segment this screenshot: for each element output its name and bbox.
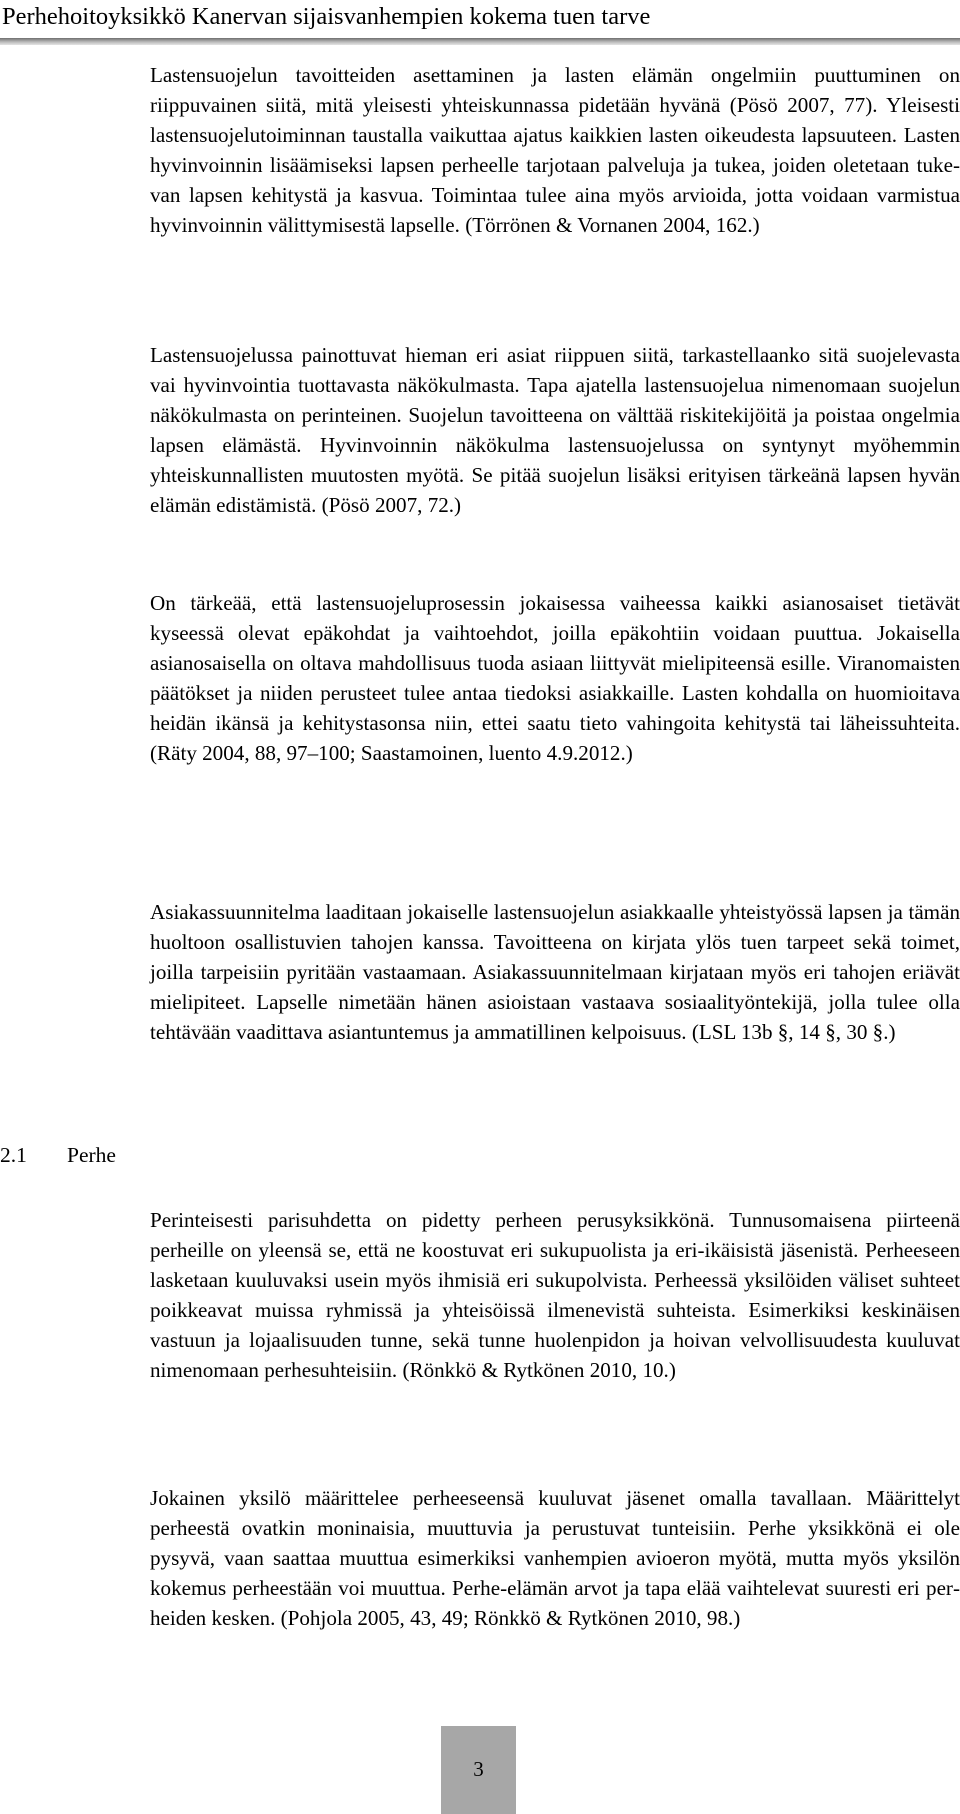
header-rule	[0, 38, 960, 45]
paragraph: On tärkeää, että lastensuojeluprosessin jokaisessa vaiheessa kaikki asianosaiset tietävät kyseessä olevat epäkohdat ja vaihtoehdot, joilla epäkohtiin voidaan puuttua. Jokaisella asianosaisella on oltava mahdollisuus tuoda asiaan liittyvät mielipiteensä esille. Viranomaisten päätökset ja niiden perusteet tulee antaa tiedoksi asiakkaille. Lasten kohdalla on huomioitava heidän ikänsä ja kehitystasonsa niin, ettei saatu tieto vahingoita kehitystä tai läheissuhteita. (Räty 2004, 88, 97–100; Saastamoinen, luento 4.9.2012.)	[150, 591, 960, 766]
paragraph: Jokainen yksilö määrittelee perheeseensä kuuluvat jäsenet omalla tavallaan. Määrittelyt perheestä ovatkin moninaisia, muuttuvia ja perustuvat tunteisiin. Perhe yksikkönä ei ole pysyvä, vaan saattaa muuttua esimerkiksi vanhempien avioeron myötä, mutta myös yksilön kokemus perheestään voi muuttua. Perhe-elämän arvot ja tapa elää vaihtelevat suuresti eri perheiden kesken. (Pohjola 2005, 43, 49; Rönkkö & Rytkönen 2010, 98.)	[150, 1486, 960, 1631]
section-heading	[0, 1140, 116, 1170]
paragraph: Lastensuojelussa painottuvat hieman eri asiat riippuen siitä, tarkastellaanko sitä suojelevasta vai hyvinvointia tuottavasta näkökulmasta. Tapa ajatella lastensuojelua nimenomaan suojelun näkökulmasta on perinteinen. Suojelun tavoitteena on välttää riskitekijöitä ja poistaa ongelmia lapsen elämästä. Hyvinvoinnin näkökulma lastensuojelussa on syntynyt myöhemmin yhteiskunnallisten muutosten myötä. Se pitää suojelun lisäksi erityisen tärkeänä lapsen hyvän elämän edistämistä. (Pösö 2007, 72.)	[150, 343, 960, 518]
paragraph: Lastensuojelun tavoitteiden asettaminen ja lasten elämän ongelmiin puuttuminen on riippuvainen siitä, mitä yleisesti yhteiskunnassa pidetään hyvänä (Pösö 2007, 77). Yleisesti lastensuojelutoiminnan taustalla vaikuttaa ajatus kaikkien lasten oikeudesta lapsuuteen. Lasten hyvinvoinnin lisäämiseksi lapsen perheelle tarjotaan palveluja ja tukea, joiden oletetaan tukevan lapsen kehitystä ja kasvua. Toimintaa tulee aina myös arvioida, jotta voidaan varmistua hyvinvoinnin välittymisestä lapselle. (Törrönen & Vornanen 2004, 162.)	[150, 63, 960, 238]
paragraph: Asiakassuunnitelma laaditaan jokaiselle lastensuojelun asiakkaalle yhteistyössä lapsen ja tämän huoltoon osallistuvien tahojen kanssa. Tavoitteena on kirjata ylös tuen tarpeet sekä toimet, joilla tarpeisiin pyritään vastaamaan. Asiakassuunnitelmaan kirjataan myös eri tahojen eriävät mielipiteet. Lapselle nimetään hänen asioistaan vastaava sosiaalityöntekijä, jolla tulee olla tehtävään vaadittava asiantuntemus ja ammatillinen kelpoisuus. (LSL 13b §, 14 §, 30 §.)	[150, 900, 960, 1045]
section-number: 2.1	[0, 1143, 27, 1167]
paragraph: Perinteisesti parisuhdetta on pidetty perheen perusyksikkönä. Tunnusomaisena piirteenä perheille on yleensä se, että ne koostuvat eri sukupuolista ja eri-ikäisistä jäsenistä. Perheeseen lasketaan kuuluvaksi usein myös ihmisiä eri sukupolvista. Perheessä yksilöiden väliset suhteet poikkeavat muissa ryhmissä ja yhteisöissä ilmenevistä suhteista. Esimerkiksi keskinäisen vastuun ja lojaalisuuden tunne, sekä tunne huolenpidon ja hoivan velvollisuudesta kuuluvat nimenomaan perhesuhteisiin. (Rönkkö & Rytkönen 2010, 10.)	[150, 1208, 960, 1383]
page-number-box	[441, 1726, 516, 1814]
running-header-title: Perhehoitoyksikkö Kanervan sijaisvanhempien kokema tuen tarve	[2, 3, 651, 30]
page-number: 3	[473, 1757, 484, 1781]
section-title: Perhe	[67, 1143, 116, 1167]
